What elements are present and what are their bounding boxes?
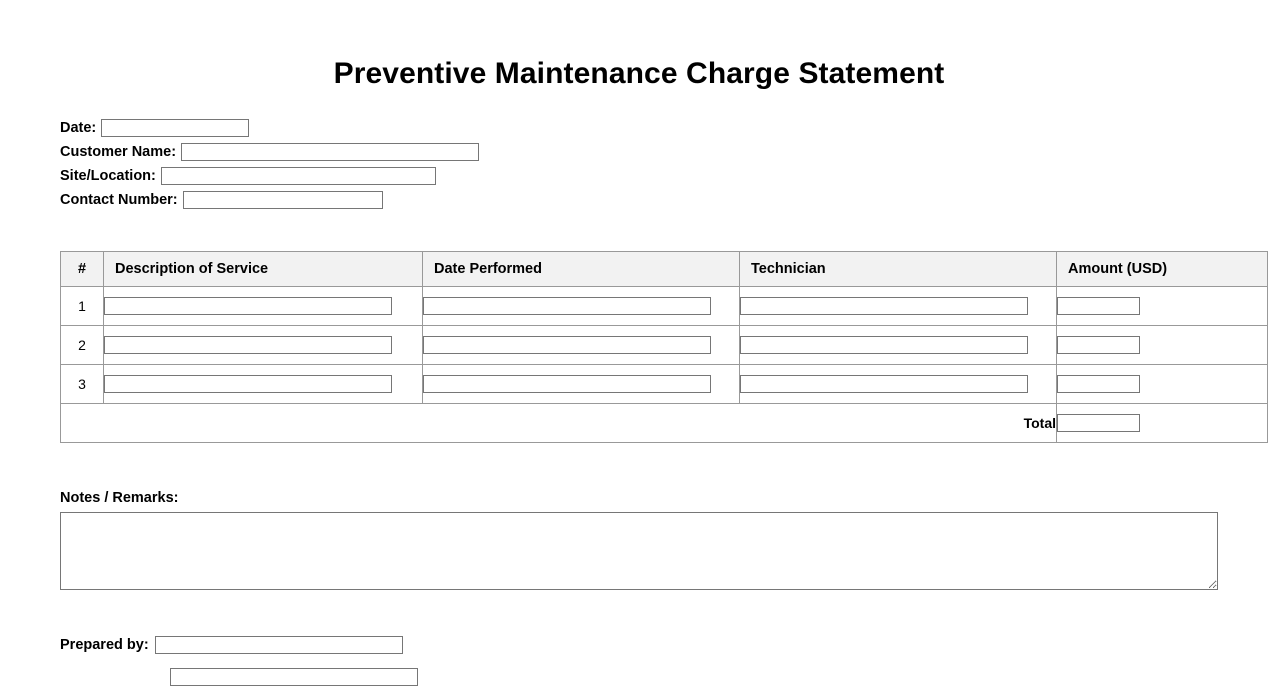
charge-table-body [61, 287, 1268, 443]
date-label: Date: [60, 119, 97, 136]
total-amount-input[interactable] [1057, 414, 1140, 432]
field-row-date [60, 117, 1218, 138]
contact-number-label: Contact Number: [60, 191, 178, 208]
date-performed-input-row-1[interactable] [423, 297, 711, 315]
amount-input-row-3[interactable] [1057, 375, 1140, 393]
description-input-row-2[interactable] [104, 336, 392, 354]
field-row-site-location [60, 165, 1218, 186]
cell-description [104, 326, 423, 365]
site-location-input[interactable] [161, 167, 436, 185]
field-row-prepared-by [60, 634, 1218, 656]
date-performed-input-row-3[interactable] [423, 375, 711, 393]
date-input[interactable] [101, 119, 249, 137]
row-number: 1 [61, 287, 104, 326]
charge-table [60, 251, 1268, 443]
contact-number-input[interactable] [183, 191, 383, 209]
approved-by-input[interactable] [170, 668, 418, 686]
cell-date-performed [423, 287, 740, 326]
cell-amount [1057, 287, 1268, 326]
customer-name-input[interactable] [181, 143, 479, 161]
description-input-row-3[interactable] [104, 375, 392, 393]
row-number: 2 [61, 326, 104, 365]
table-row [61, 365, 1268, 404]
cell-total-amount [1057, 404, 1268, 443]
cell-technician [740, 287, 1057, 326]
field-row-contact-number [60, 189, 1218, 210]
description-input-row-1[interactable] [104, 297, 392, 315]
cell-date-performed [423, 365, 740, 404]
notes-textarea[interactable] [60, 512, 1218, 590]
field-row-approved-by [60, 666, 1218, 688]
cell-technician [740, 365, 1057, 404]
amount-input-row-2[interactable] [1057, 336, 1140, 354]
field-row-customer-name [60, 141, 1218, 162]
technician-input-row-3[interactable] [740, 375, 1028, 393]
cell-amount [1057, 326, 1268, 365]
column-header-number: # [61, 252, 104, 287]
column-header-technician: Technician [740, 252, 1057, 287]
notes-label: Notes / Remarks: [60, 490, 179, 506]
total-label: Total [61, 404, 1057, 443]
column-header-date-performed: Date Performed [423, 252, 740, 287]
technician-input-row-2[interactable] [740, 336, 1028, 354]
cell-amount [1057, 365, 1268, 404]
prepared-by-label: Prepared by: [60, 637, 149, 653]
cell-description [104, 365, 423, 404]
date-performed-input-row-2[interactable] [423, 336, 711, 354]
customer-info-section [60, 117, 1218, 210]
row-number: 3 [61, 365, 104, 404]
cell-description [104, 287, 423, 326]
cell-date-performed [423, 326, 740, 365]
column-header-description: Description of Service [104, 252, 423, 287]
table-total-row [61, 404, 1268, 443]
site-location-label: Site/Location: [60, 167, 156, 184]
customer-name-label: Customer Name: [60, 143, 177, 160]
table-header-row [61, 252, 1268, 287]
signoff-section [60, 634, 1218, 688]
table-row [61, 326, 1268, 365]
table-row [61, 287, 1268, 326]
technician-input-row-1[interactable] [740, 297, 1028, 315]
column-header-amount: Amount (USD) [1057, 252, 1268, 287]
prepared-by-input[interactable] [155, 636, 403, 654]
cell-technician [740, 326, 1057, 365]
amount-input-row-1[interactable] [1057, 297, 1140, 315]
charge-table-header [61, 252, 1268, 287]
page-title: Preventive Maintenance Charge Statement [333, 57, 945, 90]
